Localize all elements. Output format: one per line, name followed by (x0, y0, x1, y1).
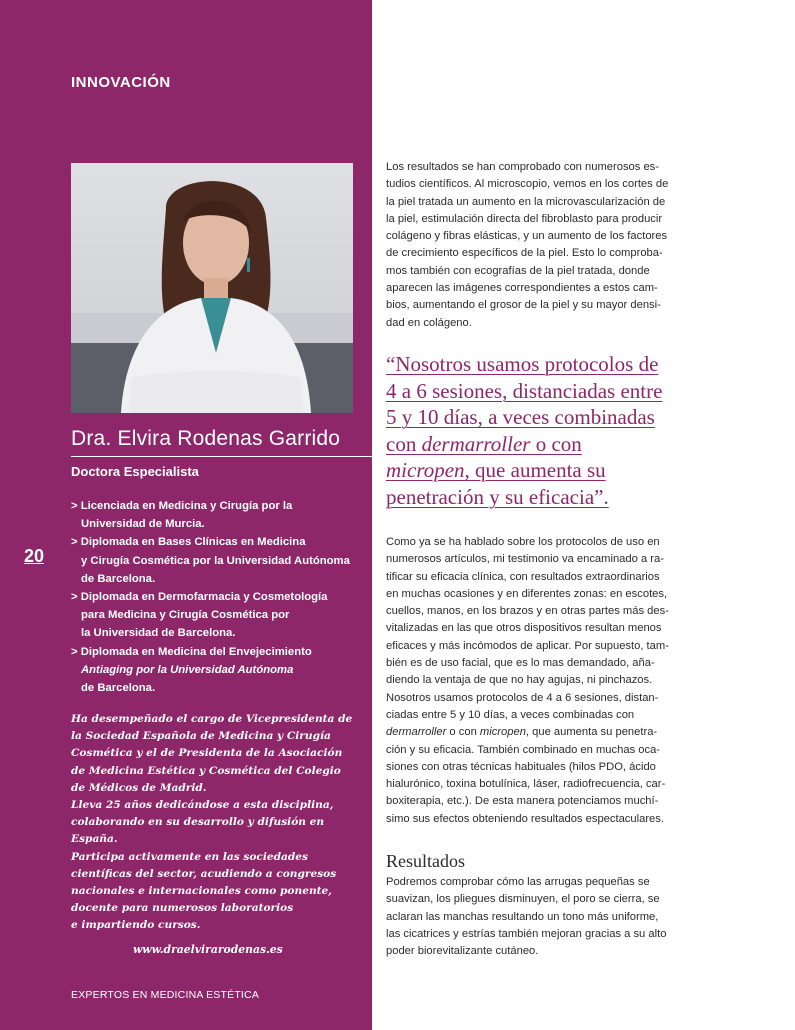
credential-item: > Diplomada en Bases Clínicas en Medicina y Cirugía Cosmética por la Universidad Autónoma de Barcelona. (71, 536, 350, 585)
doctor-portrait (71, 163, 353, 413)
credentials-list (71, 497, 351, 697)
website-link[interactable]: www.draelvirarodenas.es (133, 943, 283, 956)
name-divider (71, 456, 372, 457)
doctor-bio: Ha desempeñado el cargo de Vicepresidenta de la Sociedad Española de Medicina y Cirugía Cosmética y el de Presidenta de la Asociación de Medicina Estética y Cosmética del Colegio de Médicos de Madrid. Lleva 25 años dedicándose a esta disciplina, colaborando en su desarrollo y difusión en España. Participa activamente en las sociedades científicas del sector, acudiendo a congresos nacionales e internacionales como ponente, docente para numerosos laboratorios e impartiendo cursos. (71, 713, 353, 932)
article-paragraph-testimony: Como ya se ha hablado sobre los protocolos de uso en numerosos artículos, mi testimonio va encaminado a ra- tificar su eficacia clínica, con resultados extraordinarios en muchas ocasiones y en diferentes zonas: en escotes, cuellos, manos, en los brazos y en otras partes más des- vitalizadas en las que otros dispositivos resultan menos eficaces y más incómodos de aplicar. Por supuesto, tam- bién es de uso facial, que es lo mas demandado, aña- diendo la ventaja de que no hay agujas, ni pinchazos. Nosotros usamos protocolos de 4 a 6 sesiones, distan- ciadas entre 5 y 10 días, a veces combinadas con dermarroller o con micropen, que aumenta su penetra- ción y su eficacia. También combinado en muchas oca- siones con otras técnicas habituales (hilos PDO, ácido hialurónico, toxina botulínica, láser, radiofrecuencia, car- boxiterapia, etc.). De esta manera potenciamos muchí- simo sus efectos obteniendo resultados espectaculares. (386, 536, 669, 825)
section-label: INNOVACIÓN (71, 74, 171, 91)
credential-item: > Diplomada en Dermofarmacia y Cosmetología para Medicina y Cirugía Cosmética por la Universidad de Barcelona. (71, 591, 328, 640)
doctor-title: Doctora Especialista (71, 464, 199, 479)
article-paragraph-results: Los resultados se han comprobado con numerosos es- tudios científicos. Al microscopio, vemos en los cortes de la piel tratada un aumento en la microvascularización de la piel, estimulación directa del fibroblasto para producir colágeno y fibras elásticas, y un aumento de los factores de crecimiento específicos de la piel. Esto lo comproba- mos también con ecografías de la piel tratada, donde aparecen las imágenes correspondientes a estos cam- bios, aumentando el grosor de la piel y su mayor densi- dad en colágeno. (386, 161, 669, 329)
doctor-name: Dra. Elvira Rodenas Garrido (71, 427, 341, 450)
credential-item: > Licenciada en Medicina y Cirugía por la Universidad de Murcia. (71, 500, 293, 531)
results-heading: Resultados (386, 851, 465, 871)
footer-label: EXPERTOS EN MEDICINA ESTÉTICA (71, 989, 260, 1001)
pull-quote: “Nosotros usamos protocolos de 4 a 6 sesiones, distanciadas entre 5 y 10 días, a veces combinadas con dermarroller o con micropen, que aumenta su penetración y su eficacia”. (386, 352, 663, 509)
page-number: 20 (24, 546, 45, 566)
credential-item: > Diplomada en Medicina del Envejecimiento Antiaging por la Universidad Autónoma de Barcelona. (71, 645, 312, 695)
article-paragraph-outcomes: Podremos comprobar cómo las arrugas pequeñas se suavizan, los pliegues disminuyen, el poro se cierra, se aclaran las manchas resultando un tono más uniforme, las cicatrices y estrías también mejoran gracias a su alto poder biorevitalizante cutáneo. (386, 876, 667, 958)
